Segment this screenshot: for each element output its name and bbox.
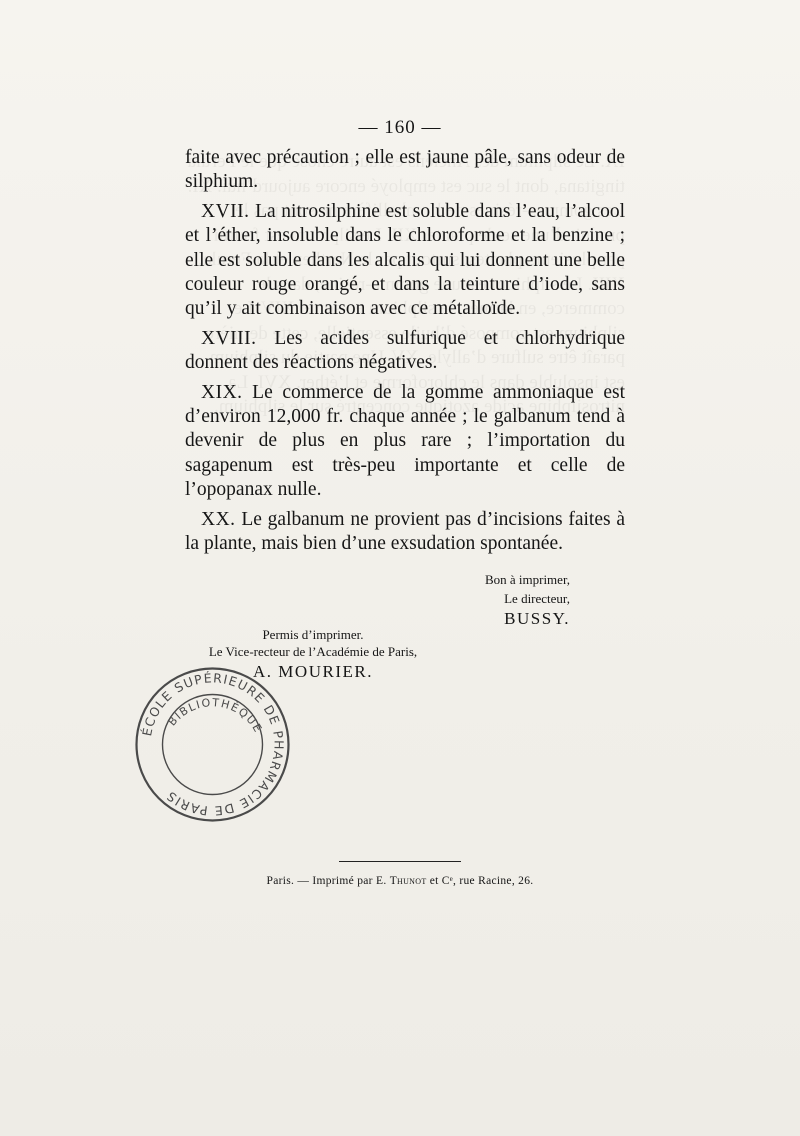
stamp-outer-text: ÉCOLE SUPÉRIEURE DE PHARMACIE DE PARIS [139, 670, 287, 819]
vice-recteur-title: Le Vice-recteur de l’Académie de Paris, [208, 644, 418, 659]
director-name: BUSSY. [504, 609, 570, 628]
imprint-suffix: et Cᵉ, rue Racine, 26. [429, 875, 534, 887]
stamp-inner-text: BIBLIOTHÈQUE [165, 696, 265, 736]
paragraph-text: Le galbanum ne provient pas d’incisions faites à la plante, mais bien d’une exsudation spontanée. [185, 508, 626, 555]
bon-a-imprimer-block [380, 570, 570, 630]
library-stamp-icon [130, 662, 295, 827]
director-title: Le directeur, [504, 591, 570, 606]
paragraph-text: La nitrosilphine est soluble dans l’eau, l’alcool et l’éther, insoluble dans le chloroforme et la benzine ; elle est soluble dans les alcalis qui lui donnent une belle couleur rouge orangé, et dans la teinture d’iode, sans qu’il y ait combinaison avec ce métalloïde. [185, 200, 626, 320]
printer-imprint [0, 875, 800, 887]
bon-a-imprimer-line: Bon à imprimer, [484, 572, 570, 587]
paragraph-text: Le commerce de la gomme ammoniaque est d’environ 12,000 fr. chaque année ; le galbanum tend à devenir de plus en plus rare ; l’importation du sagapenum est très-peu importante et celle de l’opopanax nulle. [185, 381, 625, 501]
section-number: XIX. [201, 381, 243, 403]
paragraph-text: Les acides sulfurique et chlorhydrique donnent des réactions négatives. [185, 327, 625, 374]
paragraph-xviii [185, 327, 625, 376]
section-number: XVIII. [201, 327, 257, 349]
permis-line: Permis d’imprimer. [262, 627, 364, 642]
imprint-prefix: Paris. — Imprimé par E. [266, 875, 387, 887]
stamp-outer-ring [137, 669, 289, 821]
paragraph-continuation: faite avec précaution ; elle est jaune pâle, sans odeur de silphium. [185, 147, 625, 193]
body-text [185, 146, 625, 562]
vice-recteur-name: A. MOURIER. [253, 662, 373, 681]
section-number: XVII. [201, 200, 250, 222]
paragraph-xvii [185, 200, 625, 322]
section-number: XX. [201, 508, 236, 530]
divider-rule [339, 861, 461, 862]
page-number: — 160 — [358, 117, 442, 138]
paragraph-xx [185, 508, 625, 557]
paragraph-xix [185, 381, 625, 503]
printer-name: Thunot [389, 875, 427, 887]
